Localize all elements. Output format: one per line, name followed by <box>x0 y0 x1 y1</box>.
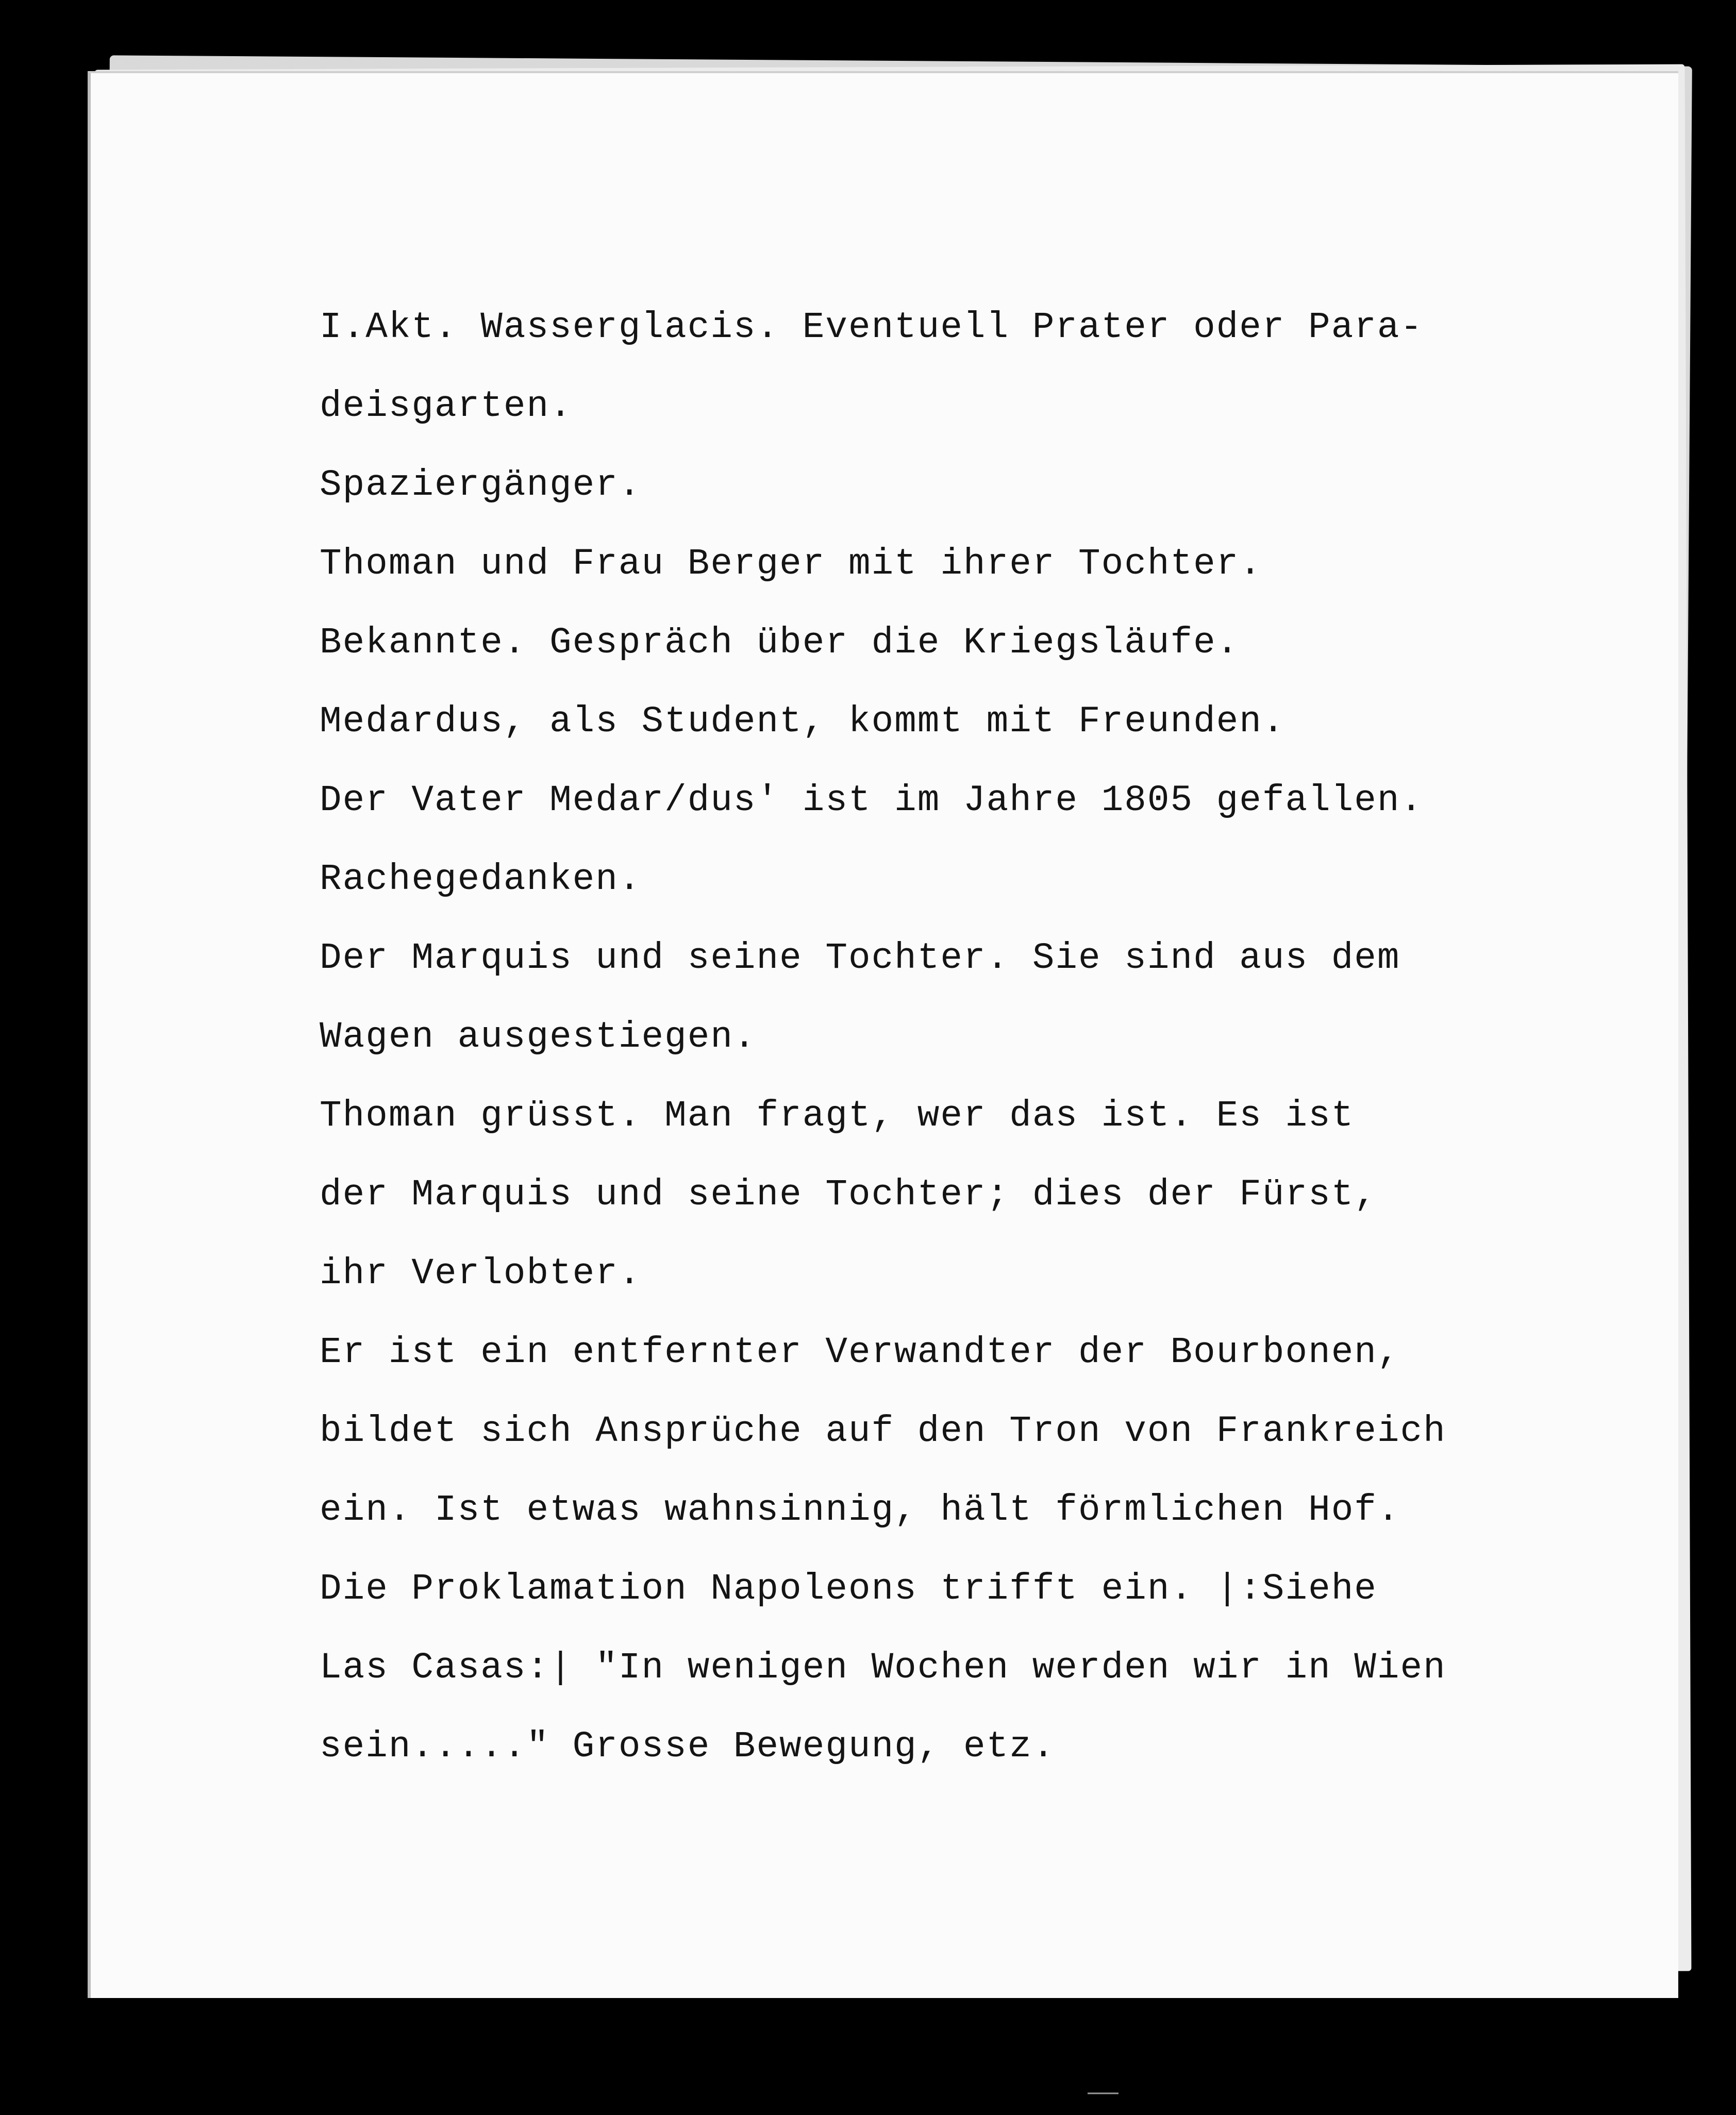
text-line: der Marquis und seine Tochter; dies der Fürst, <box>320 1174 1377 1216</box>
text-line: Bekannte. Gespräch über die Kriegsläufe. <box>320 623 1240 664</box>
text-line: Spaziergänger. <box>320 465 642 506</box>
text-line: ein. Ist etwas wahnsinnig, hält förmlichen Hof. <box>320 1490 1400 1531</box>
text-line: Wagen ausgestiegen. <box>320 1017 757 1058</box>
text-line: Las Casas:| "In wenigen Wochen werden wir in Wien <box>320 1648 1446 1689</box>
text-line: Rachegedanken. <box>320 859 642 900</box>
text-line: Die Proklamation Napoleons trifft ein. |:Siehe <box>320 1569 1377 1610</box>
text-line: bildet sich Ansprüche auf den Tron von Frankreich <box>320 1411 1446 1452</box>
typescript-text <box>320 289 1649 1787</box>
text-line: Er ist ein entfernter Verwandter der Bourbonen, <box>320 1332 1400 1373</box>
text-line: I.Akt. Wasserglacis. Eventuell Prater oder Para- <box>320 307 1424 348</box>
text-line: deisgarten. <box>320 386 573 427</box>
text-line: Der Marquis und seine Tochter. Sie sind aus dem <box>320 938 1400 979</box>
text-line: Der Vater Medar/dus' ist im Jahre 1805 gefallen. <box>320 780 1424 821</box>
text-line: sein....." Grosse Bewegung, etz. <box>320 1726 1056 1768</box>
text-line: ihr Verlobter. <box>320 1253 642 1295</box>
text-line: Medardus, als Student, kommt mit Freunden. <box>320 701 1286 743</box>
text-line: Thoman und Frau Berger mit ihrer Tochter. <box>320 544 1262 585</box>
text-line: Thoman grüsst. Man fragt, wer das ist. Es ist <box>320 1096 1355 1137</box>
pencil-stroke <box>1088 2092 1119 2094</box>
